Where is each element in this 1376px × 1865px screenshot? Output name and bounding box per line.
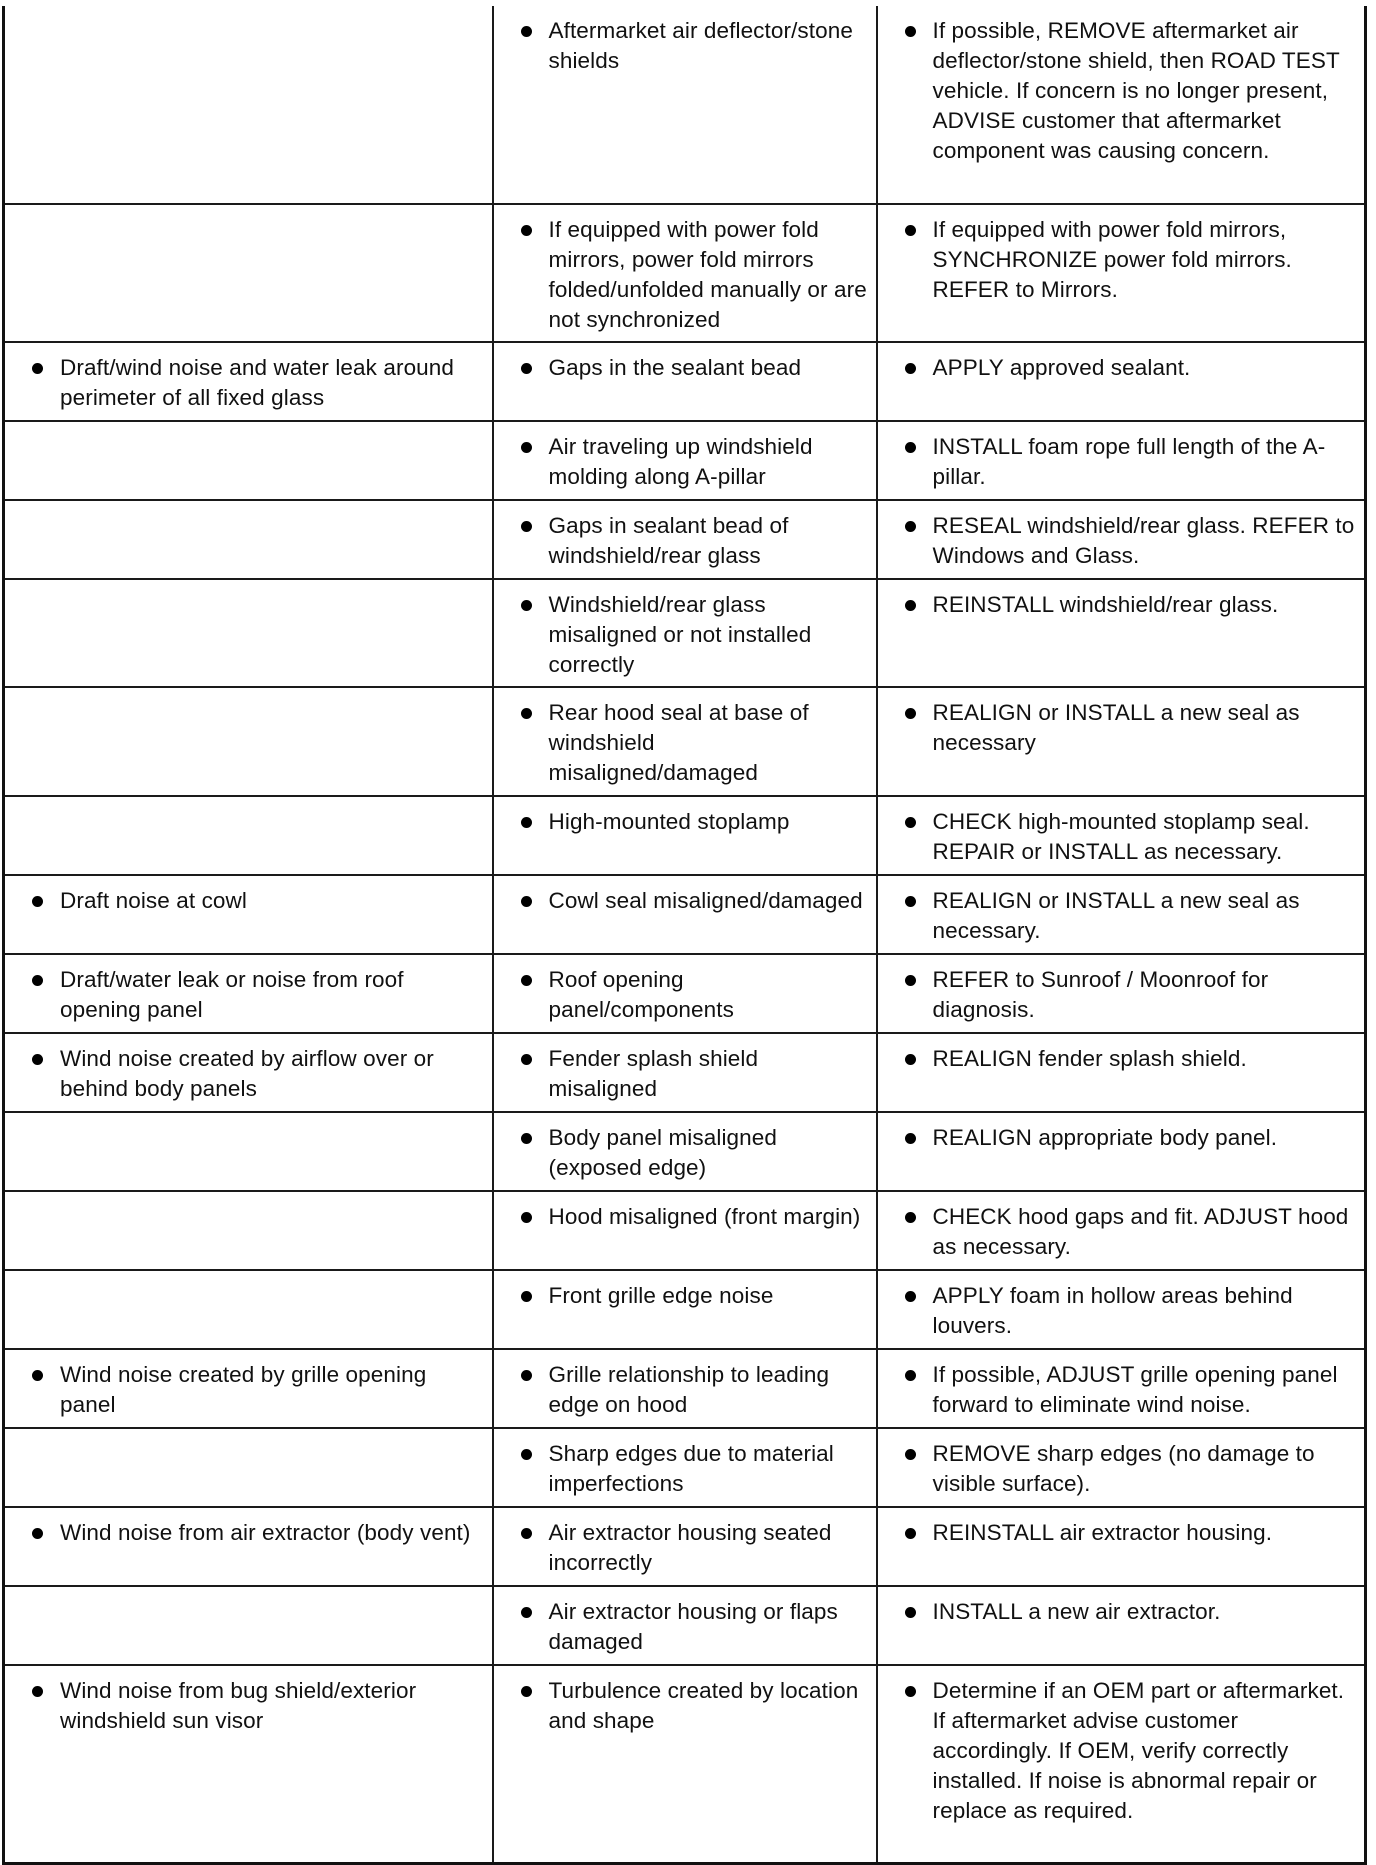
- table-row: [4, 579, 1366, 687]
- source-item: [494, 698, 868, 788]
- symptom-item: [5, 886, 484, 916]
- table-row: [4, 204, 1366, 342]
- table-row: [4, 1112, 1366, 1191]
- action-cell: [877, 500, 1366, 579]
- action-text: If possible, ADJUST grille opening panel forward to eliminate wind noise.: [932, 1362, 1338, 1417]
- source-cell: [493, 204, 877, 342]
- bullet-icon: [32, 975, 43, 986]
- action-item: [878, 590, 1357, 620]
- bullet-icon: [905, 1607, 916, 1618]
- action-cell: [877, 421, 1366, 500]
- action-text: REINSTALL air extractor housing.: [932, 1520, 1273, 1545]
- action-item: [878, 1044, 1357, 1074]
- symptom-item: [5, 1360, 484, 1420]
- bullet-icon: [905, 1133, 916, 1144]
- action-text: If possible, REMOVE aftermarket air deflector/stone shield, then ROAD TEST vehicle. If concern is no longer present, ADVISE customer that aftermarket component was causing concern.: [932, 18, 1340, 163]
- symptom-cell: [4, 1665, 493, 1863]
- symptom-cell: [4, 1033, 493, 1112]
- bullet-icon: [905, 896, 916, 907]
- bullet-icon: [905, 1686, 916, 1697]
- action-item: [878, 965, 1357, 1025]
- source-text: Grille relationship to leading edge on hood: [548, 1362, 830, 1417]
- symptom-cell: [4, 875, 493, 954]
- table-row: [4, 1270, 1366, 1349]
- table-row: [4, 1349, 1366, 1428]
- symptom-item: [5, 1044, 484, 1104]
- action-text: If equipped with power fold mirrors, SYNCHRONIZE power fold mirrors. REFER to Mirrors.: [932, 217, 1292, 302]
- action-cell: [877, 6, 1366, 204]
- action-text: REMOVE sharp edges (no damage to visible surface).: [932, 1441, 1315, 1496]
- source-text: If equipped with power fold mirrors, power fold mirrors folded/unfolded manually or are not synchronized: [548, 217, 867, 332]
- bullet-icon: [905, 817, 916, 828]
- symptom-text: Wind noise created by grille opening panel: [60, 1362, 427, 1417]
- action-item: [878, 807, 1357, 867]
- action-text: REALIGN or INSTALL a new seal as necessary.: [932, 888, 1300, 943]
- source-text: Front grille edge noise: [548, 1283, 774, 1308]
- action-cell: [877, 1112, 1366, 1191]
- action-cell: [877, 1270, 1366, 1349]
- bullet-icon: [905, 1291, 916, 1302]
- table-body: [4, 6, 1366, 1863]
- source-cell: [493, 1033, 877, 1112]
- source-cell: [493, 796, 877, 875]
- symptom-text: Wind noise from bug shield/exterior windshield sun visor: [60, 1678, 417, 1733]
- bullet-icon: [521, 1054, 532, 1065]
- action-text: APPLY approved sealant.: [932, 355, 1191, 380]
- symptom-cell: [4, 1112, 493, 1191]
- action-cell: [877, 796, 1366, 875]
- table-row: [4, 421, 1366, 500]
- symptom-cell: [4, 954, 493, 1033]
- action-item: [878, 1281, 1357, 1341]
- action-item: [878, 1360, 1357, 1420]
- symptom-text: Draft/water leak or noise from roof opening panel: [60, 967, 404, 1022]
- source-cell: [493, 1349, 877, 1428]
- symptom-cell: [4, 1428, 493, 1507]
- bullet-icon: [521, 1212, 532, 1223]
- source-cell: [493, 1586, 877, 1665]
- action-cell: [877, 1586, 1366, 1665]
- bullet-icon: [905, 708, 916, 719]
- bullet-icon: [905, 1449, 916, 1460]
- source-item: [494, 1044, 868, 1104]
- source-text: Air traveling up windshield molding along A-pillar: [548, 434, 813, 489]
- bullet-icon: [521, 1291, 532, 1302]
- table-row: [4, 796, 1366, 875]
- bullet-icon: [905, 600, 916, 611]
- bullet-icon: [521, 1370, 532, 1381]
- source-text: Body panel misaligned (exposed edge): [548, 1125, 777, 1180]
- bullet-icon: [521, 225, 532, 236]
- source-cell: [493, 1428, 877, 1507]
- table-row: [4, 1191, 1366, 1270]
- source-item: [494, 590, 868, 680]
- source-item: [494, 1360, 868, 1420]
- action-cell: [877, 1665, 1366, 1863]
- action-item: [878, 353, 1357, 383]
- symptom-cell: [4, 1270, 493, 1349]
- action-cell: [877, 954, 1366, 1033]
- action-cell: [877, 579, 1366, 687]
- source-text: Turbulence created by location and shape: [548, 1678, 859, 1733]
- source-text: Gaps in sealant bead of windshield/rear glass: [548, 513, 789, 568]
- bullet-icon: [521, 26, 532, 37]
- bullet-icon: [32, 896, 43, 907]
- source-cell: [493, 687, 877, 796]
- bullet-icon: [521, 1607, 532, 1618]
- action-cell: [877, 1349, 1366, 1428]
- symptom-text: Wind noise created by airflow over or behind body panels: [60, 1046, 434, 1101]
- action-cell: [877, 1428, 1366, 1507]
- source-item: [494, 807, 868, 837]
- action-cell: [877, 1507, 1366, 1586]
- symptom-cell: [4, 1349, 493, 1428]
- table-row: [4, 1428, 1366, 1507]
- bullet-icon: [905, 1370, 916, 1381]
- symptom-text: Wind noise from air extractor (body vent): [60, 1520, 471, 1545]
- action-item: [878, 16, 1357, 166]
- source-item: [494, 1281, 868, 1311]
- bullet-icon: [521, 1686, 532, 1697]
- source-text: High-mounted stoplamp: [548, 809, 790, 834]
- bullet-icon: [905, 225, 916, 236]
- action-item: [878, 215, 1357, 305]
- action-item: [878, 511, 1357, 571]
- bullet-icon: [905, 363, 916, 374]
- bullet-icon: [905, 442, 916, 453]
- bullet-icon: [905, 1054, 916, 1065]
- symptom-cell: [4, 1191, 493, 1270]
- symptom-item: [5, 1518, 484, 1548]
- symptom-cell: [4, 687, 493, 796]
- symptom-cell: [4, 421, 493, 500]
- source-item: [494, 965, 868, 1025]
- source-item: [494, 886, 868, 916]
- bullet-icon: [32, 1370, 43, 1381]
- action-text: INSTALL foam rope full length of the A-pillar.: [932, 434, 1326, 489]
- table-row: [4, 1033, 1366, 1112]
- action-text: REALIGN fender splash shield.: [932, 1046, 1247, 1071]
- source-item: [494, 511, 868, 571]
- action-item: [878, 886, 1357, 946]
- bullet-icon: [521, 1449, 532, 1460]
- symptom-cell: [4, 1507, 493, 1586]
- source-cell: [493, 342, 877, 421]
- table-row: [4, 500, 1366, 579]
- action-text: CHECK hood gaps and fit. ADJUST hood as necessary.: [932, 1204, 1349, 1259]
- bullet-icon: [32, 1686, 43, 1697]
- source-cell: [493, 954, 877, 1033]
- bullet-icon: [905, 521, 916, 532]
- action-text: INSTALL a new air extractor.: [932, 1599, 1221, 1624]
- source-item: [494, 1676, 868, 1736]
- bullet-icon: [32, 363, 43, 374]
- bullet-icon: [521, 442, 532, 453]
- source-item: [494, 1439, 868, 1499]
- source-cell: [493, 421, 877, 500]
- bullet-icon: [521, 896, 532, 907]
- action-text: REALIGN or INSTALL a new seal as necessary: [932, 700, 1300, 755]
- action-item: [878, 1439, 1357, 1499]
- source-item: [494, 215, 868, 335]
- symptom-cell: [4, 500, 493, 579]
- source-cell: [493, 1507, 877, 1586]
- bullet-icon: [521, 1528, 532, 1539]
- table-row: [4, 1586, 1366, 1665]
- symptom-cell: [4, 6, 493, 204]
- action-item: [878, 432, 1357, 492]
- source-item: [494, 1518, 868, 1578]
- action-text: REFER to Sunroof / Moonroof for diagnosis.: [932, 967, 1269, 1022]
- source-text: Fender splash shield misaligned: [548, 1046, 759, 1101]
- source-item: [494, 353, 868, 383]
- bullet-icon: [521, 817, 532, 828]
- symptom-cell: [4, 342, 493, 421]
- symptom-text: Draft noise at cowl: [60, 888, 247, 913]
- action-item: [878, 1202, 1357, 1262]
- source-text: Windshield/rear glass misaligned or not installed correctly: [548, 592, 812, 677]
- action-cell: [877, 1033, 1366, 1112]
- symptom-cell: [4, 796, 493, 875]
- action-item: [878, 698, 1357, 758]
- source-cell: [493, 6, 877, 204]
- source-cell: [493, 500, 877, 579]
- bullet-icon: [905, 26, 916, 37]
- table-row: [4, 6, 1366, 204]
- action-item: [878, 1597, 1357, 1627]
- source-text: Cowl seal misaligned/damaged: [548, 888, 863, 913]
- source-item: [494, 1202, 868, 1232]
- action-cell: [877, 342, 1366, 421]
- source-item: [494, 16, 868, 76]
- action-cell: [877, 687, 1366, 796]
- source-cell: [493, 1112, 877, 1191]
- source-text: Air extractor housing seated incorrectly: [548, 1520, 832, 1575]
- bullet-icon: [905, 1528, 916, 1539]
- source-item: [494, 432, 868, 492]
- bullet-icon: [32, 1528, 43, 1539]
- action-text: RESEAL windshield/rear glass. REFER to Windows and Glass.: [932, 513, 1355, 568]
- symptom-item: [5, 965, 484, 1025]
- symptom-cell: [4, 1586, 493, 1665]
- bullet-icon: [521, 363, 532, 374]
- source-text: Air extractor housing or flaps damaged: [548, 1599, 838, 1654]
- bullet-icon: [32, 1054, 43, 1065]
- action-text: Determine if an OEM part or aftermarket. If aftermarket advise customer accordingly. If OEM, verify correctly installed. If noise is abnormal repair or replace as required.: [932, 1678, 1345, 1823]
- action-item: [878, 1676, 1357, 1826]
- source-cell: [493, 1270, 877, 1349]
- source-text: Roof opening panel/components: [548, 967, 734, 1022]
- action-cell: [877, 204, 1366, 342]
- source-item: [494, 1597, 868, 1657]
- source-text: Hood misaligned (front margin): [548, 1204, 861, 1229]
- source-text: Aftermarket air deflector/stone shields: [548, 18, 853, 73]
- action-text: REINSTALL windshield/rear glass.: [932, 592, 1279, 617]
- symptom-cell: [4, 204, 493, 342]
- table-row: [4, 687, 1366, 796]
- source-cell: [493, 875, 877, 954]
- action-text: APPLY foam in hollow areas behind louvers.: [932, 1283, 1293, 1338]
- action-cell: [877, 1191, 1366, 1270]
- source-cell: [493, 579, 877, 687]
- bullet-icon: [521, 1133, 532, 1144]
- source-text: Rear hood seal at base of windshield misaligned/damaged: [548, 700, 809, 785]
- bullet-icon: [521, 600, 532, 611]
- table-row: [4, 954, 1366, 1033]
- action-cell: [877, 875, 1366, 954]
- action-text: REALIGN appropriate body panel.: [932, 1125, 1278, 1150]
- table-row: [4, 342, 1366, 421]
- action-text: CHECK high-mounted stoplamp seal. REPAIR or INSTALL as necessary.: [932, 809, 1310, 864]
- bullet-icon: [905, 1212, 916, 1223]
- bullet-icon: [521, 708, 532, 719]
- diagnosis-table: [2, 6, 1367, 1865]
- source-cell: [493, 1191, 877, 1270]
- table-row: [4, 1665, 1366, 1863]
- action-item: [878, 1518, 1357, 1548]
- bullet-icon: [521, 521, 532, 532]
- symptom-text: Draft/wind noise and water leak around perimeter of all fixed glass: [60, 355, 455, 410]
- source-text: Gaps in the sealant bead: [548, 355, 802, 380]
- bullet-icon: [905, 975, 916, 986]
- source-cell: [493, 1665, 877, 1863]
- source-item: [494, 1123, 868, 1183]
- symptom-cell: [4, 579, 493, 687]
- bullet-icon: [521, 975, 532, 986]
- source-text: Sharp edges due to material imperfections: [548, 1441, 834, 1496]
- action-item: [878, 1123, 1357, 1153]
- table-row: [4, 1507, 1366, 1586]
- symptom-item: [5, 353, 484, 413]
- table-row: [4, 875, 1366, 954]
- symptom-item: [5, 1676, 484, 1736]
